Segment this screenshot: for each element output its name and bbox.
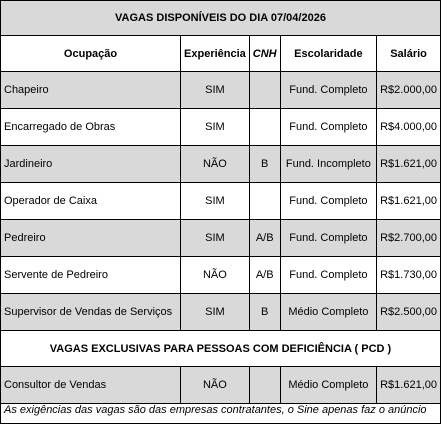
job-experience: SIM: [181, 183, 250, 220]
pcd-title-row: [1, 331, 441, 367]
table-row: [1, 109, 441, 146]
job-experience: SIM: [181, 294, 250, 331]
header-experience: Experiência: [181, 36, 250, 72]
job-cnh: B: [249, 146, 280, 183]
header-education: Escolaridade: [280, 36, 376, 72]
pcd-job-occupation: Consultor de Vendas: [1, 367, 181, 404]
table-row: [1, 367, 441, 404]
job-salary: R$2.700,00: [377, 220, 441, 257]
job-experience: SIM: [181, 220, 250, 257]
header-row: [1, 36, 441, 72]
job-salary: R$1.621,00: [377, 146, 441, 183]
job-education: Fund. Completo: [280, 220, 376, 257]
pcd-job-salary: R$1.621,00: [377, 367, 441, 404]
job-cnh: A/B: [249, 220, 280, 257]
job-education: Fund. Completo: [280, 72, 376, 109]
job-education: Fund. Completo: [280, 109, 376, 146]
job-cnh: [249, 109, 280, 146]
job-cnh: A/B: [249, 257, 280, 294]
job-experience: NÃO: [181, 257, 250, 294]
pcd-section-title: VAGAS EXCLUSIVAS PARA PESSOAS COM DEFICIÊNCIA ( PCD ): [1, 331, 441, 367]
job-education: Médio Completo: [280, 294, 376, 331]
footer-note: As exigências das vagas são das empresas contratantes, o Sine apenas faz o anúncio: [1, 404, 441, 424]
job-education: Fund. Completo: [280, 257, 376, 294]
job-education: Fund. Incompleto: [280, 146, 376, 183]
job-experience: SIM: [181, 109, 250, 146]
table-row: [1, 294, 441, 331]
table-row: [1, 146, 441, 183]
job-cnh: B: [249, 294, 280, 331]
header-occupation: Ocupação: [1, 36, 181, 72]
job-occupation: Encarregado de Obras: [1, 109, 181, 146]
job-occupation: Servente de Pedreiro: [1, 257, 181, 294]
job-experience: SIM: [181, 72, 250, 109]
title-row: [1, 1, 441, 36]
table-row: [1, 72, 441, 109]
job-salary: R$2.500,00: [377, 294, 441, 331]
job-occupation: Supervisor de Vendas de Serviços: [1, 294, 181, 331]
sheet-title: VAGAS DISPONÍVEIS DO DIA 07/04/2026: [1, 1, 441, 36]
job-occupation: Jardineiro: [1, 146, 181, 183]
pcd-job-education: Médio Completo: [280, 367, 376, 404]
header-salary: Salário: [377, 36, 441, 72]
job-salary: R$2.000,00: [377, 72, 441, 109]
job-experience: NÃO: [181, 146, 250, 183]
job-salary: R$4.000,00: [377, 109, 441, 146]
job-salary: R$1.730,00: [377, 257, 441, 294]
pcd-job-experience: NÃO: [181, 367, 250, 404]
job-education: Fund. Completo: [280, 183, 376, 220]
job-occupation: Chapeiro: [1, 72, 181, 109]
job-occupation: Operador de Caixa: [1, 183, 181, 220]
job-occupation: Pedreiro: [1, 220, 181, 257]
table-row: [1, 257, 441, 294]
job-cnh: [249, 183, 280, 220]
job-salary: R$1.621,00: [377, 183, 441, 220]
job-cnh: [249, 72, 280, 109]
header-cnh: CNH: [249, 36, 280, 72]
pcd-job-cnh: [249, 367, 280, 404]
footer-row: [1, 404, 441, 424]
table-row: [1, 220, 441, 257]
table-row: [1, 183, 441, 220]
